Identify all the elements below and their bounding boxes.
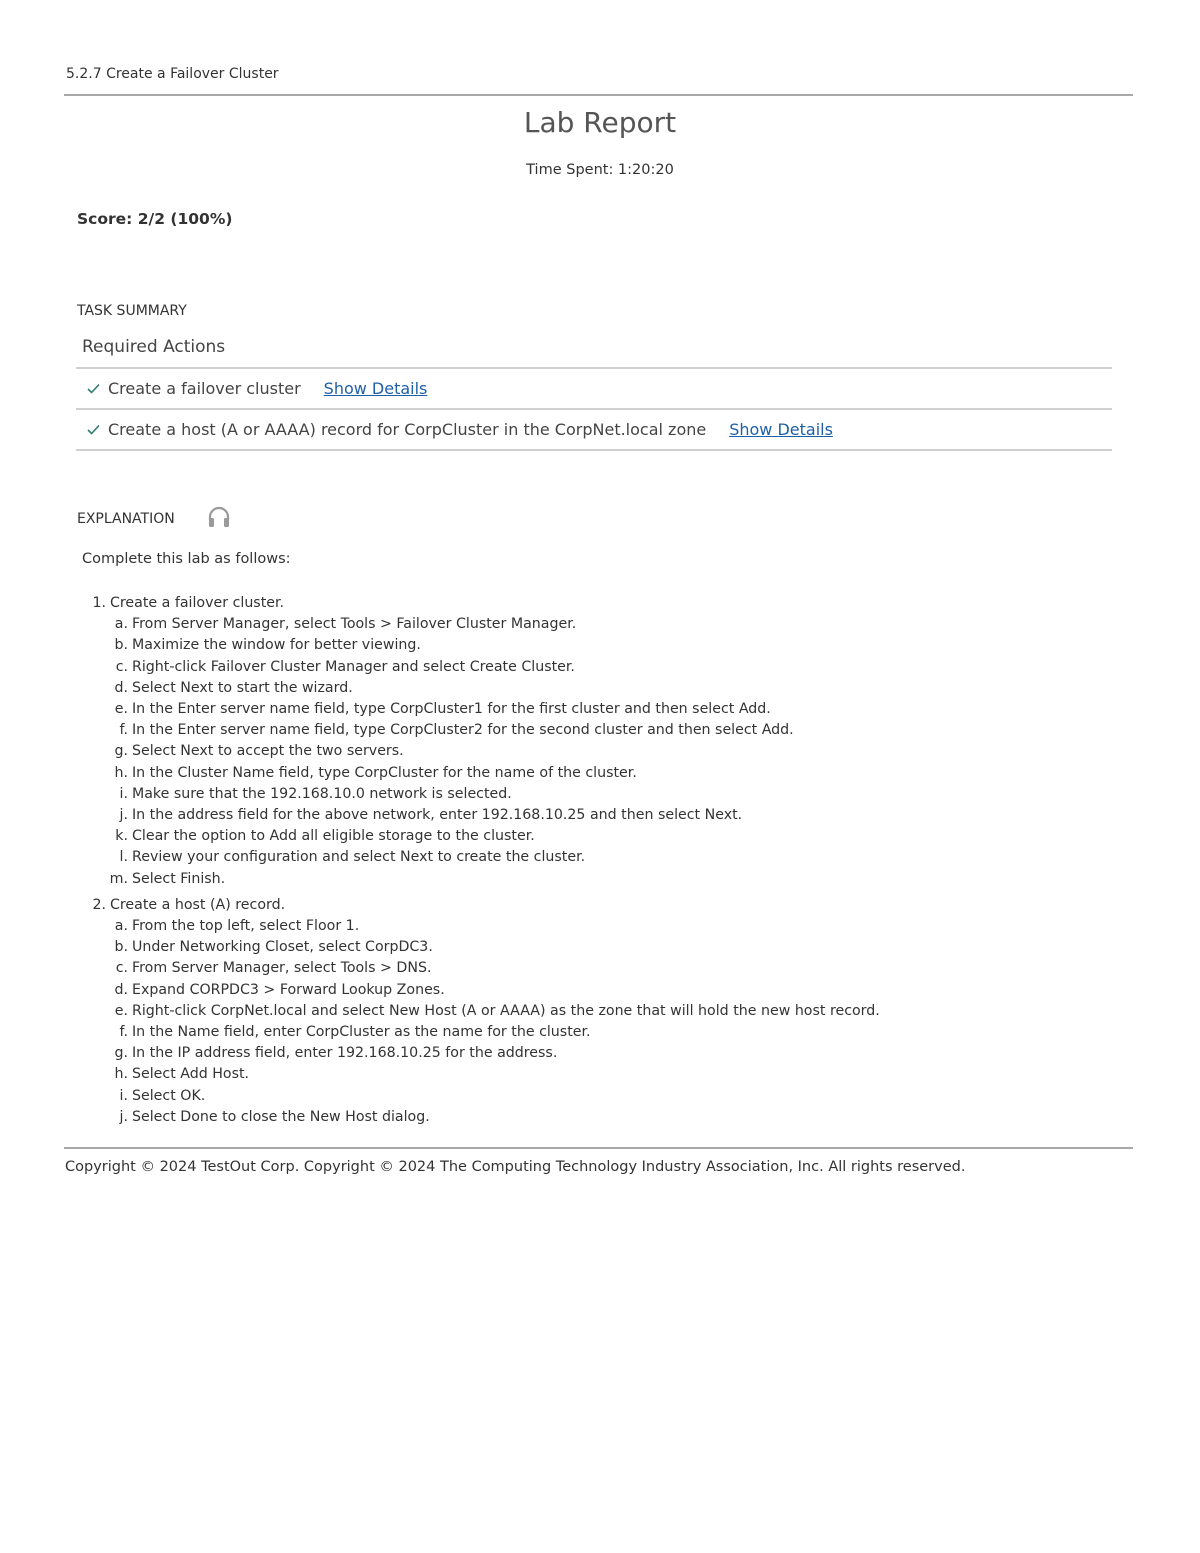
show-details-link[interactable]: Show Details: [729, 420, 833, 439]
substep-letter: m.: [109, 870, 128, 887]
substep-text: Select Done to close the New Host dialog.: [132, 1108, 430, 1125]
check-icon: [87, 420, 101, 439]
step-title: Create a failover cluster.: [110, 595, 285, 611]
substep-letter: b.: [114, 939, 128, 956]
substep-item: [66, 1022, 1126, 1043]
step-number: 2.: [92, 896, 106, 913]
substep-item: [66, 635, 1126, 656]
substep-letter: g.: [114, 1045, 128, 1062]
substep-letter: l.: [119, 849, 128, 866]
step-title: Create a host (A) record.: [110, 896, 286, 913]
substep-item: [66, 720, 1126, 741]
step-block: [66, 593, 1126, 890]
substep-letter: c.: [115, 658, 128, 675]
substep-letter: g.: [114, 743, 128, 760]
substep-letter: h.: [114, 1066, 128, 1083]
substep-item: [66, 699, 1126, 720]
substep-item: [66, 937, 1126, 958]
substep-text: In the Enter server name field, type CorpCluster2 for the second cluster and then select Add.: [132, 722, 794, 739]
substep-text: Select Next to start the wizard.: [132, 679, 353, 696]
explanation-intro: Complete this lab as follows:: [82, 551, 291, 567]
substep-item: [66, 1107, 1126, 1128]
substep-letter: b.: [114, 637, 128, 654]
substep-letter: i.: [119, 785, 128, 802]
substep-letter: a.: [114, 918, 128, 935]
substep-text: Select OK.: [132, 1087, 206, 1104]
substep-item: [66, 657, 1126, 678]
substep-text: From the top left, select Floor 1.: [132, 918, 360, 935]
substep-letter: j.: [119, 807, 128, 824]
substep-item: [66, 763, 1126, 784]
task-text: Create a failover cluster: [108, 379, 301, 398]
time-spent: Time Spent: 1:20:20: [526, 162, 674, 178]
substep-text: In the IP address field, enter 192.168.10.25 for the address.: [132, 1045, 558, 1062]
required-actions-heading: Required Actions: [82, 337, 226, 357]
task-summary-heading: TASK SUMMARY: [77, 303, 187, 319]
headphones-icon[interactable]: [207, 506, 231, 528]
substep-text: Right-click Failover Cluster Manager and select Create Cluster.: [132, 658, 575, 675]
substep-item: [66, 958, 1126, 979]
substep-item: [66, 805, 1126, 826]
substep-letter: k.: [115, 828, 128, 845]
substep-text: In the Name field, enter CorpCluster as the name for the cluster.: [132, 1024, 591, 1041]
substep-text: Select Next to accept the two servers.: [132, 743, 404, 760]
substep-item: [66, 1043, 1126, 1064]
substep-item: [66, 678, 1126, 699]
substep-text: Make sure that the 192.168.10.0 network is selected.: [132, 785, 512, 802]
step-item: [66, 895, 1126, 916]
substep-letter: f.: [119, 1024, 128, 1041]
substep-text: Right-click CorpNet.local and select New Host (A or AAAA) as the zone that will hold the new host record.: [132, 1002, 880, 1019]
substep-letter: d.: [114, 679, 128, 696]
substep-text: Select Finish.: [132, 870, 226, 887]
substep-item: [66, 614, 1126, 635]
substep-letter: i.: [119, 1087, 128, 1104]
substep-text: Under Networking Closet, select CorpDC3.: [132, 939, 433, 956]
substep-text: Maximize the window for better viewing.: [132, 637, 421, 654]
substep-item: [66, 869, 1126, 890]
substep-letter: f.: [119, 722, 128, 739]
substep-text: Select Add Host.: [132, 1066, 250, 1083]
breadcrumb: 5.2.7 Create a Failover Cluster: [66, 66, 279, 82]
substep-letter: e.: [114, 701, 128, 718]
explanation-heading: EXPLANATION: [77, 511, 175, 527]
substep-item: [66, 847, 1126, 868]
substep-item: [66, 784, 1126, 805]
substep-item: [66, 916, 1126, 937]
substep-letter: c.: [115, 960, 128, 977]
step-block: [66, 895, 1126, 1128]
task-text: Create a host (A or AAAA) record for CorpCluster in the CorpNet.local zone: [108, 420, 707, 439]
substep-item: [66, 980, 1126, 1001]
substep-text: In the address field for the above network, enter 192.168.10.25 and then select Next.: [132, 807, 743, 824]
substep-letter: d.: [114, 981, 128, 998]
substep-item: [66, 741, 1126, 762]
check-icon: [87, 379, 101, 398]
substep-letter: a.: [114, 616, 128, 633]
substep-item: [66, 826, 1126, 847]
substep-item: [66, 1064, 1126, 1085]
task-table: [76, 367, 1112, 451]
substep-letter: j.: [119, 1108, 128, 1125]
page-title: Lab Report: [523, 106, 677, 139]
substep-text: From Server Manager, select Tools > Failover Cluster Manager.: [132, 616, 577, 633]
step-number: 1.: [92, 595, 106, 611]
score: Score: 2/2 (100%): [77, 210, 233, 228]
substep-text: Expand CORPDC3 > Forward Lookup Zones.: [132, 981, 445, 998]
substep-text: Clear the option to Add all eligible storage to the cluster.: [132, 828, 535, 845]
substep-text: From Server Manager, select Tools > DNS.: [132, 960, 432, 977]
task-row: [76, 367, 1112, 408]
substep-text: In the Enter server name field, type CorpCluster1 for the first cluster and then select Add.: [132, 701, 771, 718]
substep-text: Review your configuration and select Next to create the cluster.: [132, 849, 586, 866]
task-row: [76, 408, 1112, 451]
substep-item: [66, 1001, 1126, 1022]
substep-letter: e.: [114, 1002, 128, 1019]
steps-list: [66, 593, 1126, 1128]
step-item: [66, 593, 1126, 614]
copyright: Copyright © 2024 TestOut Corp. Copyright © 2024 The Computing Technology Industry Association, Inc. All rights reserved.: [65, 1159, 966, 1175]
show-details-link[interactable]: Show Details: [323, 379, 428, 398]
substep-letter: h.: [114, 764, 128, 781]
top-divider: [64, 94, 1133, 96]
substep-text: In the Cluster Name field, type CorpCluster for the name of the cluster.: [132, 764, 637, 781]
bottom-divider: [64, 1147, 1133, 1149]
substep-item: [66, 1086, 1126, 1107]
